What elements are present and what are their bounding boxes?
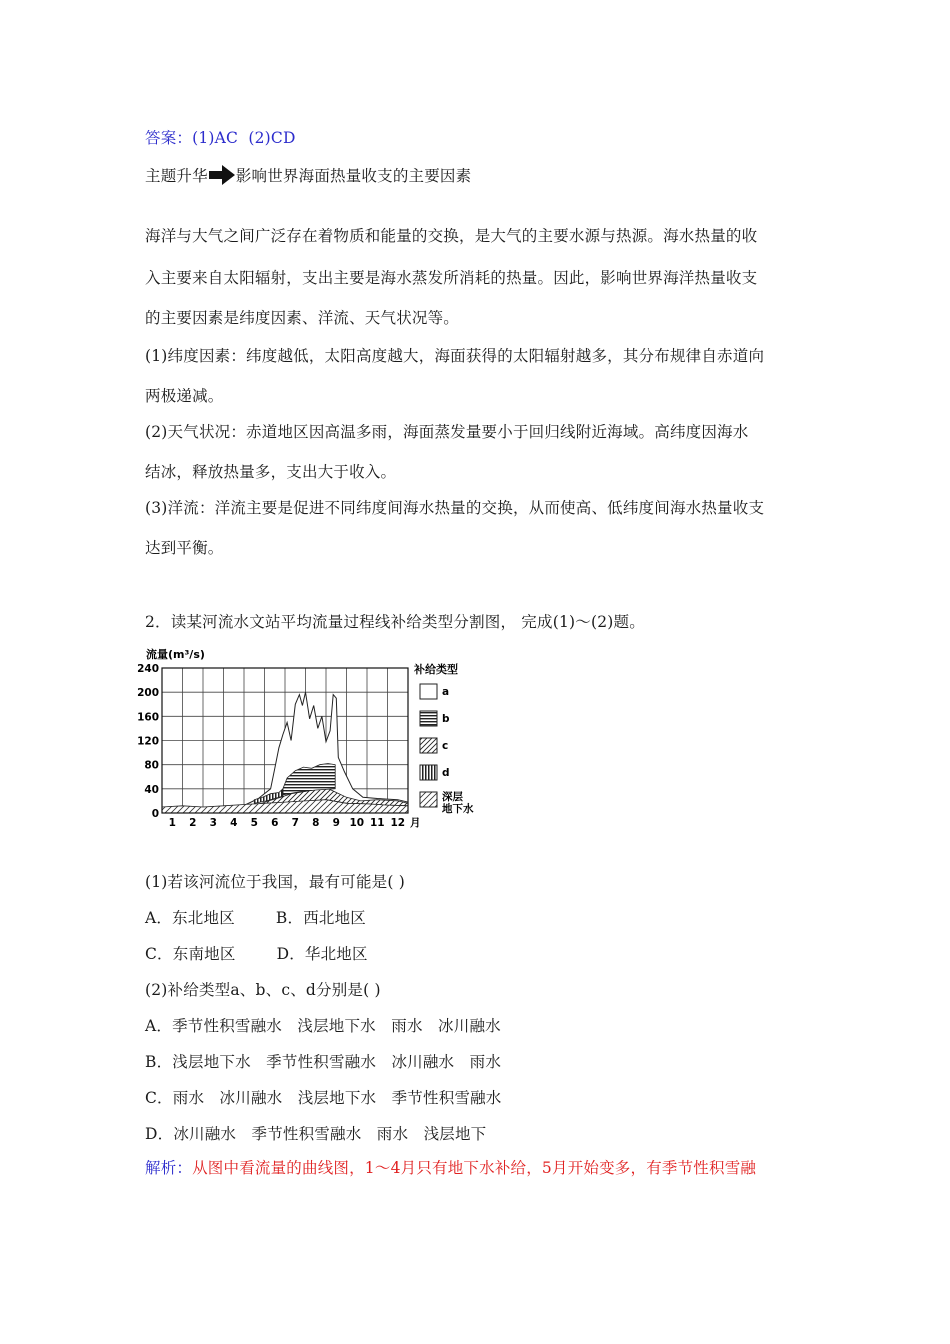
legend-swatch: [420, 684, 437, 699]
y-tick-label: 0: [151, 808, 159, 820]
x-unit-label: 月: [410, 817, 421, 829]
analysis-label: 解析：: [145, 1159, 193, 1177]
factor-line-3: (2)天气状况：赤道地区因高温多雨，海面蒸发量要小于回归线附近海域。高纬度因海水: [145, 423, 749, 441]
x-tick-label: 2: [189, 817, 197, 829]
x-tick-label: 11: [369, 817, 385, 829]
y-axis-label: 流量(m³/s): [146, 648, 205, 661]
q2-option-d: D．冰川融水 季节性积雪融水 雨水 浅层地下: [145, 1125, 487, 1143]
intro-line-2: 入主要来自太阳辐射，支出主要是海水蒸发所消耗的热量。因此，影响世界海洋热量收支: [145, 269, 758, 287]
legend-label: b: [442, 713, 450, 725]
legend-label: a: [442, 686, 450, 698]
topic-title: 影响世界海面热量收支的主要因素: [235, 167, 472, 185]
question-stem: 2．读某河流水文站平均流量过程线补给类型分割图， 完成(1)～(2)题。: [145, 613, 645, 631]
q2-option-b: B．浅层地下水 季节性积雪融水 冰川融水 雨水: [145, 1053, 502, 1071]
flow-chart: [137, 640, 500, 836]
legend-title: 补给类型: [414, 663, 458, 676]
intro-line-1: 海洋与大气之间广泛存在着物质和能量的交换，是大气的主要水源与热源。海水热量的收: [145, 227, 758, 245]
y-tick-label: 160: [137, 711, 159, 724]
answer-line: [145, 126, 296, 148]
legend-swatch: [420, 765, 437, 780]
answer-label: 答案：: [145, 129, 193, 147]
x-tick-label: 7: [291, 817, 299, 829]
topic-prefix: 主题升华: [145, 167, 208, 185]
x-tick-label: 10: [349, 817, 365, 829]
question-1: (1)若该河流位于我国，最有可能是( ): [145, 873, 405, 891]
intro-line-3: 的主要因素是纬度因素、洋流、天气状况等。: [145, 309, 460, 327]
y-tick-label: 40: [144, 783, 159, 796]
factor-line-5: (3)洋流：洋流主要是促进不同纬度间海水热量的交换，从而使高、低纬度间海水热量收支: [145, 499, 765, 517]
x-tick-label: 5: [250, 817, 258, 829]
legend-swatch: [420, 711, 437, 726]
x-tick-label: 12: [390, 817, 406, 829]
q1-options-row-2: C．东南地区 D．华北地区: [145, 945, 368, 963]
factor-line-6: 达到平衡。: [145, 539, 224, 557]
analysis-text: 从图中看流量的曲线图，1～4月只有地下水补给，5月开始变多，有季节性积雪融: [192, 1159, 757, 1177]
x-tick-label: 6: [271, 817, 279, 829]
legend-label: c: [442, 740, 449, 752]
legend-swatch: [420, 738, 437, 753]
x-tick-label: 4: [230, 817, 238, 829]
legend-label: d: [442, 767, 450, 779]
factor-line-2: 两极递减。: [145, 387, 224, 405]
y-tick-label: 120: [137, 735, 159, 748]
x-tick-label: 3: [209, 817, 217, 829]
x-tick-label: 1: [168, 817, 176, 829]
x-tick-label: 8: [312, 817, 320, 829]
legend-label: 深层地下水: [442, 791, 474, 815]
legend-swatch: [420, 792, 437, 807]
y-tick-label: 80: [144, 759, 159, 772]
bold-right-arrow-icon: [209, 165, 235, 185]
x-tick-label: 9: [332, 817, 340, 829]
answer-value: (1)AC (2)CD: [192, 129, 296, 147]
y-tick-label: 200: [137, 687, 159, 700]
q2-option-a: A．季节性积雪融水 浅层地下水 雨水 冰川融水: [145, 1017, 501, 1035]
q2-option-c: C．雨水 冰川融水 浅层地下水 季节性积雪融水: [145, 1089, 502, 1107]
q1-options-row-1: A．东北地区 B．西北地区: [145, 909, 367, 927]
topic-heading: [145, 164, 471, 186]
factor-line-1: (1)纬度因素：纬度越低，太阳高度越大，海面获得的太阳辐射越多，其分布规律自赤道向: [145, 347, 765, 365]
y-tick-label: 240: [137, 663, 159, 675]
flow-chart-svg: [137, 640, 500, 836]
factor-line-4: 结冰，释放热量多，支出大于收入。: [145, 463, 397, 481]
analysis-line: [145, 1156, 756, 1178]
question-2: (2)补给类型a、b、c、d分别是( ): [145, 981, 381, 999]
